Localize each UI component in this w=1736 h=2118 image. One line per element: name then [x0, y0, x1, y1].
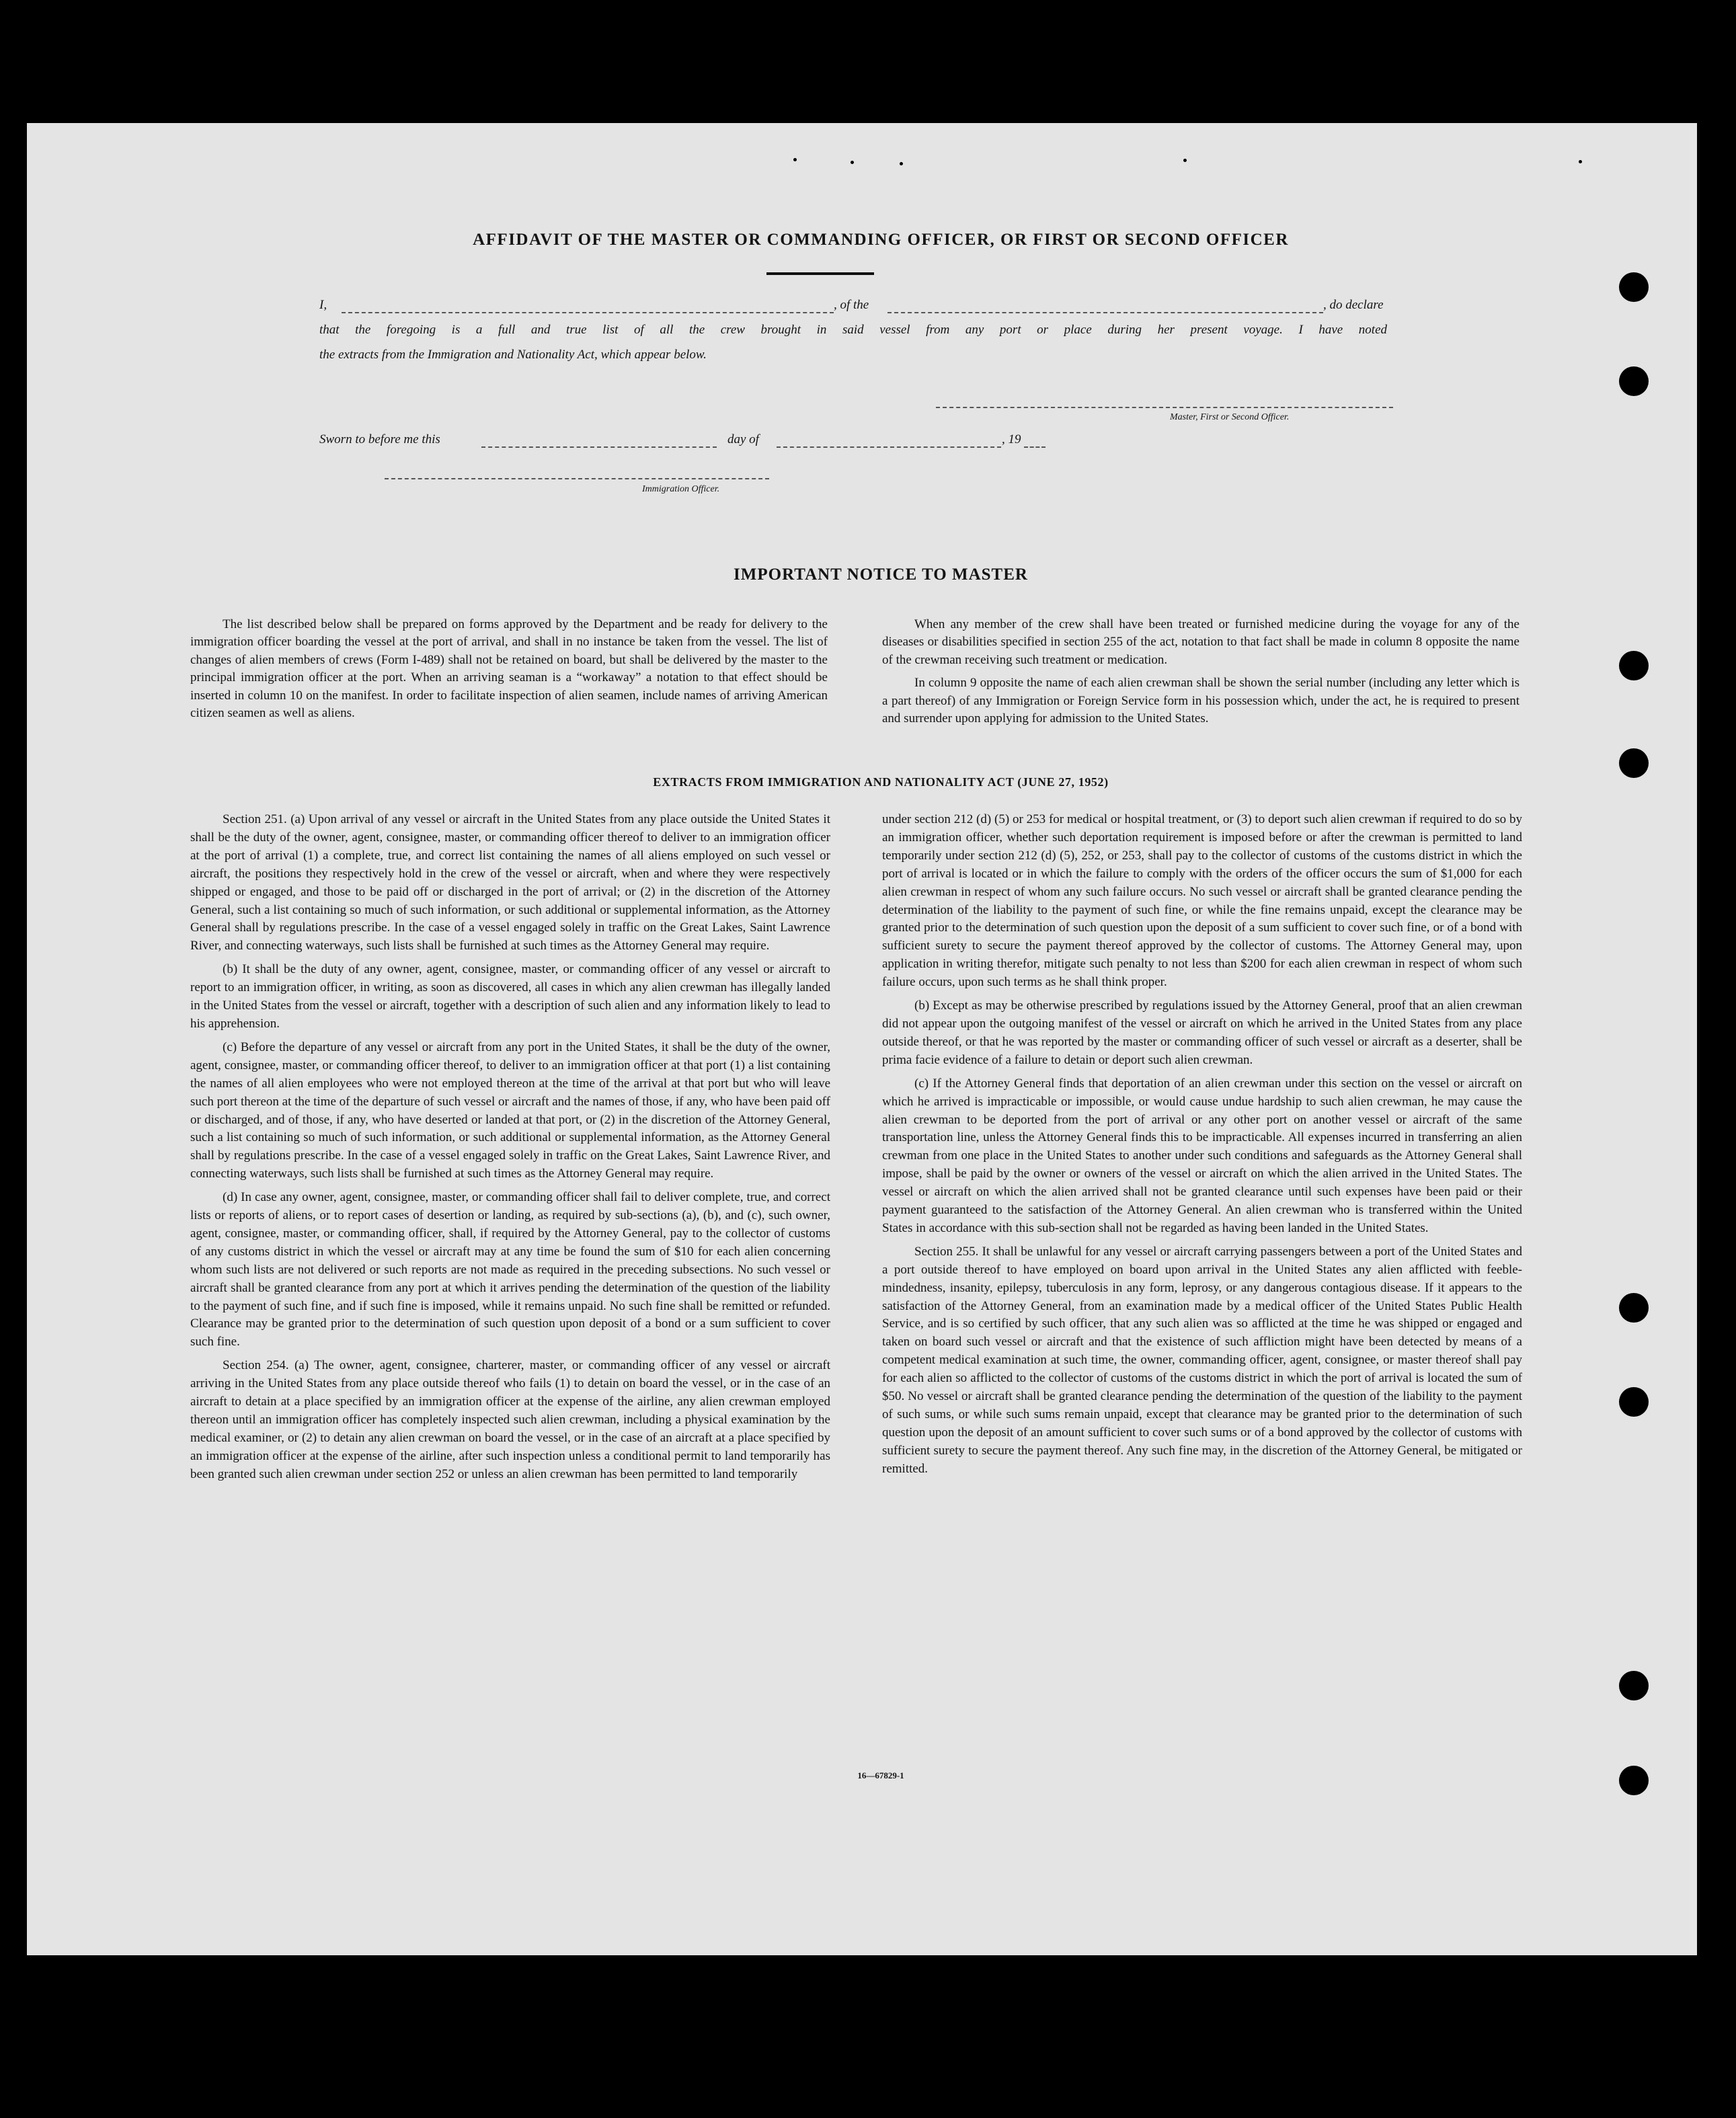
affidavit-of-the: , of the — [834, 298, 869, 312]
binder-hole — [1619, 1387, 1649, 1417]
scan-speck — [793, 158, 797, 161]
affidavit-title: AFFIDAVIT OF THE MASTER OR COMMANDING OFFICER, OR FIRST OR SECOND OFFICER — [473, 231, 1289, 249]
scan-speck — [851, 161, 854, 164]
binder-hole — [1619, 651, 1649, 680]
name-blank-line[interactable] — [342, 312, 834, 313]
extract-paragraph: Section 251. (a) Upon arrival of any vessel or aircraft in the United States from any place outside the United States it shall be the duty of the owner, agent, consignee, master, or commanding officer thereof to deliver to an immigration officer at the port of arrival (1) a complete, true, and correct list containing the names of all aliens employed on such vessel or aircraft, the positions they respectively hold in the crew of the vessel or aircraft, when and where they were respectively shipped or engaged, and those to be paid off or discharged in the port of arrival; or (2) in the discretion of the Attorney General, such a list containing so much of such information, or such additional or supplemental information, as the Attorney General shall by regulations prescribe. In the case of a vessel engaged solely in traffic on the Great Lakes, Saint Lawrence River, and connecting waterways, such lists shall be furnished at such times as the Attorney General may require. — [190, 812, 830, 953]
extract-paragraph: (c) Before the departure of any vessel or aircraft from any port in the United States, it shall be the duty of the owner, agent, consignee, master, or commanding officer thereof, to deliver to an immigration officer at that port (1) a list containing the names of all alien employees who were not employed thereon at the time of the arrival at that port but who will leave such port thereon at the time of the departure of such vessel or aircraft and the names of those, if any, who have been paid off or discharged, and of those, if any, who have deserted or landed at that port, or (2) in the discretion of the Attorney General, such a list containing so much of such information, or such additional or supplemental information, as the Attorney General shall by regulations prescribe. In the case of a vessel engaged solely in traffic on the Great Lakes, Saint Lawrence River, and connecting waterways, such lists shall be furnished at such times as the Attorney General may require. — [190, 1040, 830, 1181]
master-signature-line[interactable] — [936, 407, 1393, 408]
form-page — [27, 123, 1697, 1955]
notice-paragraph: In column 9 opposite the name of each alien crewman shall be shown the serial number (including any letter which is a part thereof) of any Immigration or Foreign Service form in his possession which, under the act, he is required to present and surrender upon applying for admission to the United States. — [882, 676, 1520, 726]
notice-right-column — [882, 616, 1520, 733]
binder-hole — [1619, 748, 1649, 778]
month-blank[interactable] — [777, 446, 1001, 448]
scan-speck — [1183, 159, 1187, 162]
extracts-title: EXTRACTS FROM IMMIGRATION AND NATIONALITY ACT (JUNE 27, 1952) — [653, 775, 1109, 789]
affidavit-i: I, — [319, 298, 327, 312]
extract-paragraph: Section 254. (a) The owner, agent, consignee, charterer, master, or commanding officer of any vessel or aircraft arriving in the United States from any place outside thereof who fails (1) to detain on board the vessel, or in the case of an aircraft to detain at a place specified by an immigration officer at the expense of the airline, any alien crewman employed thereon until an immigration officer has completely inspected such alien crewman, including a physical examination by the medical examiner, or (2) to detain any alien crewman on board the vessel, or in the case of an aircraft at a place specified by an immigration officer at the expense of the airline, after such inspection unless a conditional permit to land temporarily has been granted such alien crewman under section 252 or unless an alien crewman has been permitted to land temporarily — [190, 1358, 830, 1481]
extract-paragraph: (d) In case any owner, agent, consignee, master, or commanding officer shall fail to deliver complete, true, and correct lists or reports of aliens, or to report cases of desertion or landing, as required by sub-sections (a), (b), and (c), such owner, agent, consignee, master, or commanding officer, shall, if required by the Attorney General, pay to the collector of customs of any customs district in which the vessel or aircraft may at any time be found the sum of $10 for each alien concerning whom such lists are not delivered or such reports are not made as required in the preceding subsections. No such vessel or aircraft shall be granted clearance from any port at which it arrives pending the determination of the question of the liability to the payment of such fine, and if such fine is imposed, while it remains unpaid. No such fine shall be remitted or refunded. Clearance may be granted prior to the determination of such question upon deposit of a bond or a sum sufficient to cover such fine. — [190, 1190, 830, 1349]
binder-hole — [1619, 1293, 1649, 1323]
affidavit-line-2: that the foregoing is a full and true list of all the crew brought in said vessel from any port or place during her present voyage. I have noted — [319, 323, 1387, 337]
form-code: 16—67829-1 — [857, 1770, 904, 1780]
affidavit-line-3: the extracts from the Immigration and Nationality Act, which appear below. — [319, 348, 707, 362]
scan-speck — [1579, 160, 1582, 163]
scan-speck — [900, 162, 903, 165]
year-label: , 19 — [1002, 432, 1021, 446]
extract-paragraph: (b) It shall be the duty of any owner, agent, consignee, master, or commanding officer of any vessel or aircraft to report to an immigration officer, in writing, as soon as discovered, all cases in which any alien crewman has illegally landed in the United States from the vessel or aircraft, together with a description of such alien and any information likely to lead to his apprehension. — [190, 962, 830, 1031]
day-of-label: day of — [727, 432, 759, 446]
extracts-left-column — [190, 811, 830, 1489]
title-rule — [766, 272, 874, 275]
notice-left-column — [190, 616, 828, 728]
extract-paragraph: under section 212 (d) (5) or 253 for medical or hospital treatment, or (3) to deport such alien crewman if required to do so by an immigration officer, whether such deportation requirement is imposed before or after the crewman is permitted to land temporarily under section 212 (d) (5), 252, or 253, shall pay to the collector of customs of the customs district in which the port of arrival is located or in which the failure to comply with the orders of the officer occurs the sum of $1,000 for each alien crewman in respect of whom any such failure occurs. No such vessel or aircraft shall be granted clearance pending the determination of the liability to the payment of such fine, or while the fine remains unpaid, except the clearance may be granted prior to the determination of such question upon the deposit of a sum sufficient to cover such fine, or of a bond with sufficient surety to secure the payment thereof approved by the collector of customs. The Attorney General may, upon application in writing therefor, mitigate such penalty to not less than $200 for each alien crewman in respect of whom such failure occurs, upon such terms as he shall think proper. — [882, 812, 1522, 990]
notice-title: IMPORTANT NOTICE TO MASTER — [734, 565, 1028, 584]
binder-hole — [1619, 1671, 1649, 1700]
master-caption: Master, First or Second Officer. — [1170, 412, 1290, 422]
binder-hole — [1619, 1766, 1649, 1795]
officer-signature-line[interactable] — [385, 478, 769, 479]
sworn-label: Sworn to before me this — [319, 432, 440, 446]
extract-paragraph: (c) If the Attorney General finds that deportation of an alien crewman under this section on the vessel or aircraft on which he arrived is impracticable or impossible, or would cause undue hardship to such alien crewman, he may cause the alien crewman to be deported from the port of arrival or any other port on another vessel or aircraft of the same transportation line, unless the Attorney General finds this to be impracticable. All expenses incurred in transferring an alien crewman from one place in the United States to another under such conditions and safeguards as the Attorney General shall impose, shall be paid by the owner or owners of the vessel or aircraft on which the alien arrived in the United States. The vessel or aircraft on which the alien arrived shall not be granted clearance until such expenses have been paid or their payment guaranteed to the satisfaction of the Attorney General. An alien crewman who is transferred within the United States in accordance with this sub-section shall not be regarded as having been landed in the United States. — [882, 1076, 1522, 1235]
year-blank[interactable] — [1024, 446, 1045, 448]
notice-paragraph: The list described below shall be prepared on forms approved by the Department and be ready for delivery to the immigration officer boarding the vessel at the port of arrival, and shall in no instance be taken from the vessel. The list of changes of alien members of crews (Form I-489) shall not be retained on board, but shall be delivered by the master to the principal immigration officer at the port. When an arriving seaman is a “workaway” a notation to that effect should be inserted in column 10 on the manifest. In order to facilitate inspection of alien seamen, include names of arriving American citizen seamen as well as aliens. — [190, 617, 828, 721]
sworn-day-blank[interactable] — [481, 446, 717, 448]
binder-hole — [1619, 366, 1649, 396]
extracts-right-column — [882, 811, 1522, 1484]
extract-paragraph: Section 255. It shall be unlawful for any vessel or aircraft carrying passengers between a port of the United States and a port outside thereof to have employed on board upon arrival in the United States any alien afflicted with feeble-mindedness, insanity, epilepsy, tuberculosis in any form, leprosy, or any dangerous contagious disease. If it appears to the satisfaction of the Attorney General, from an examination made by a medical officer of the United States Public Health Service, and is so certified by such officer, that any such alien was so afflicted at the time he was shipped or engaged and taken on board such vessel or aircraft and that the existence of such affliction might have been detected by means of a competent medical examination at such time, the owner, commanding officer, agent, consignee, or master thereof shall pay for each alien so afflicted to the collector of customs of the customs district in which the port of arrival is located the sum of $50. No vessel or aircraft shall be granted clearance pending the determination of the question of the liability to the payment of such sums, or while such sums remain unpaid, except that clearance may be granted prior to the determination of such question upon the deposit of an amount sufficient to cover such sums or of a bond approved by the collector of customs with sufficient surety to secure the payment thereof. Any such fine may, in the discretion of the Attorney General, be mitigated or remitted. — [882, 1244, 1522, 1476]
notice-paragraph: When any member of the crew shall have been treated or furnished medicine during the voyage for any of the diseases or disabilities specified in section 255 of the act, notation to that fact shall be made in column 8 opposite the name of the crewman receiving such treatment or medication. — [882, 617, 1520, 667]
extract-paragraph: (b) Except as may be otherwise prescribed by regulations issued by the Attorney General, proof that an alien crewman did not appear upon the outgoing manifest of the vessel or aircraft on which he arrived in the United States from any place outside thereof, or that he was reported by the master or commanding officer of such vessel or aircraft as a deserter, shall be prima facie evidence of a failure to detain or deport such alien crewman. — [882, 998, 1522, 1067]
affidavit-do-declare: , do declare — [1323, 298, 1384, 312]
officer-caption: Immigration Officer. — [642, 484, 720, 494]
vessel-blank-line[interactable] — [887, 312, 1323, 313]
binder-hole — [1619, 272, 1649, 302]
